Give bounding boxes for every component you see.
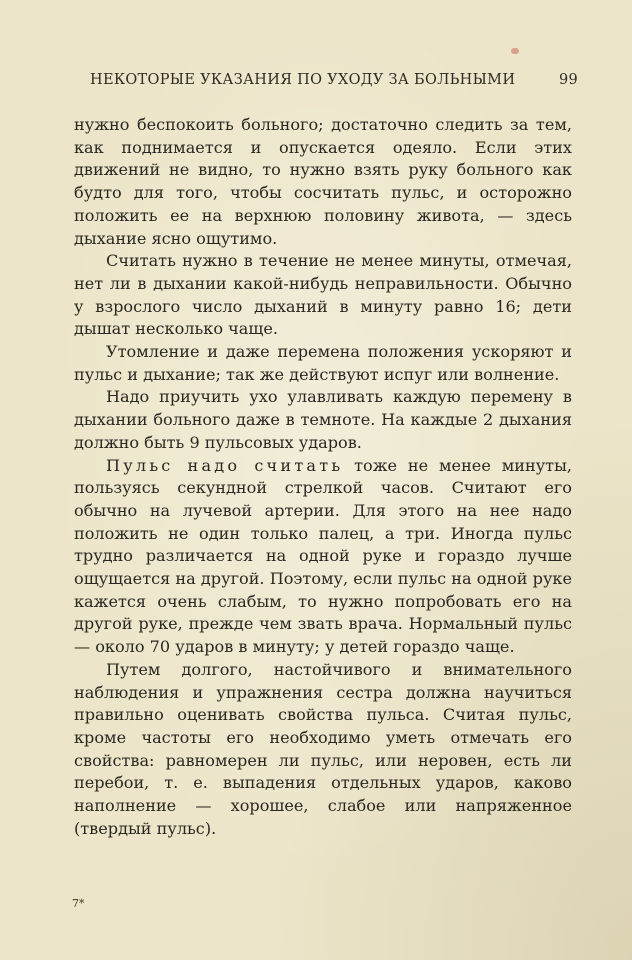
paragraph: Утомление и даже перемена положения ускоряют и пульс и дыхание; так же действуют испуг или волнение. [74,342,572,384]
paragraph [74,455,572,659]
body-text [74,114,572,841]
page-number: 99 [558,72,578,88]
emphasized-phrase: Пульс надо считать [106,455,344,475]
ink-stain [511,48,519,54]
running-title: НЕКОТОРЫЕ УКАЗАНИЯ ПО УХОДУ ЗА БОЛЬНЫМИ [90,72,516,88]
paragraph: Путем долгого, настойчивого и внимательного наблюдения и упражнения сестра должна научиться правильно оценивать свойства пульса. Считая пульс, кроме частоты его необходимо уметь отмечать его свойства: равномерен ли пульс, или неровен, есть ли перебои, т. е. выпадения отдельных ударов, каково наполнение — хорошее, слабое или напряженное (твердый пульс). [74,659,572,838]
printer-signature-mark: 7* [72,897,85,910]
paragraph-continued: нужно беспокоить больного; достаточно следить за тем, как поднимается и опускается одеяло. Если этих движений не видно, то нужно взять руку больного как будто для того, чтобы сосчитать пульс, и осторожно положить ее на верхнюю половину живота, — здесь дыхание ясно ощутимо. [74,115,572,248]
paragraph: Надо приучить ухо улавливать каждую перемену в дыхании больного даже в темноте. На каждые 2 дыхания должно быть 9 пульсовых ударов. [74,387,572,452]
paragraph: Считать нужно в течение не менее минуты, отмечая, нет ли в дыхании какой-нибудь неправильности. Обычно у взрослого число дыханий в минуту равно 16; дети дышат несколько чаще. [74,251,572,339]
paragraph-text: тоже не менее минуты, пользуясь секундной стрелкой часов. Считают его обычно на лучевой артерии. Для этого на нее надо положить не один только палец, а три. Иногда пульс трудно различается на одной руке и гораздо лучше ощущается на другой. Поэтому, если пульс на одной руке кажется очень слабым, то нужно попробовать его на другой руке, прежде чем звать врача. Нормальный пульс — около 70 ударов в минуту; у детей гораздо чаще. [74,455,572,657]
